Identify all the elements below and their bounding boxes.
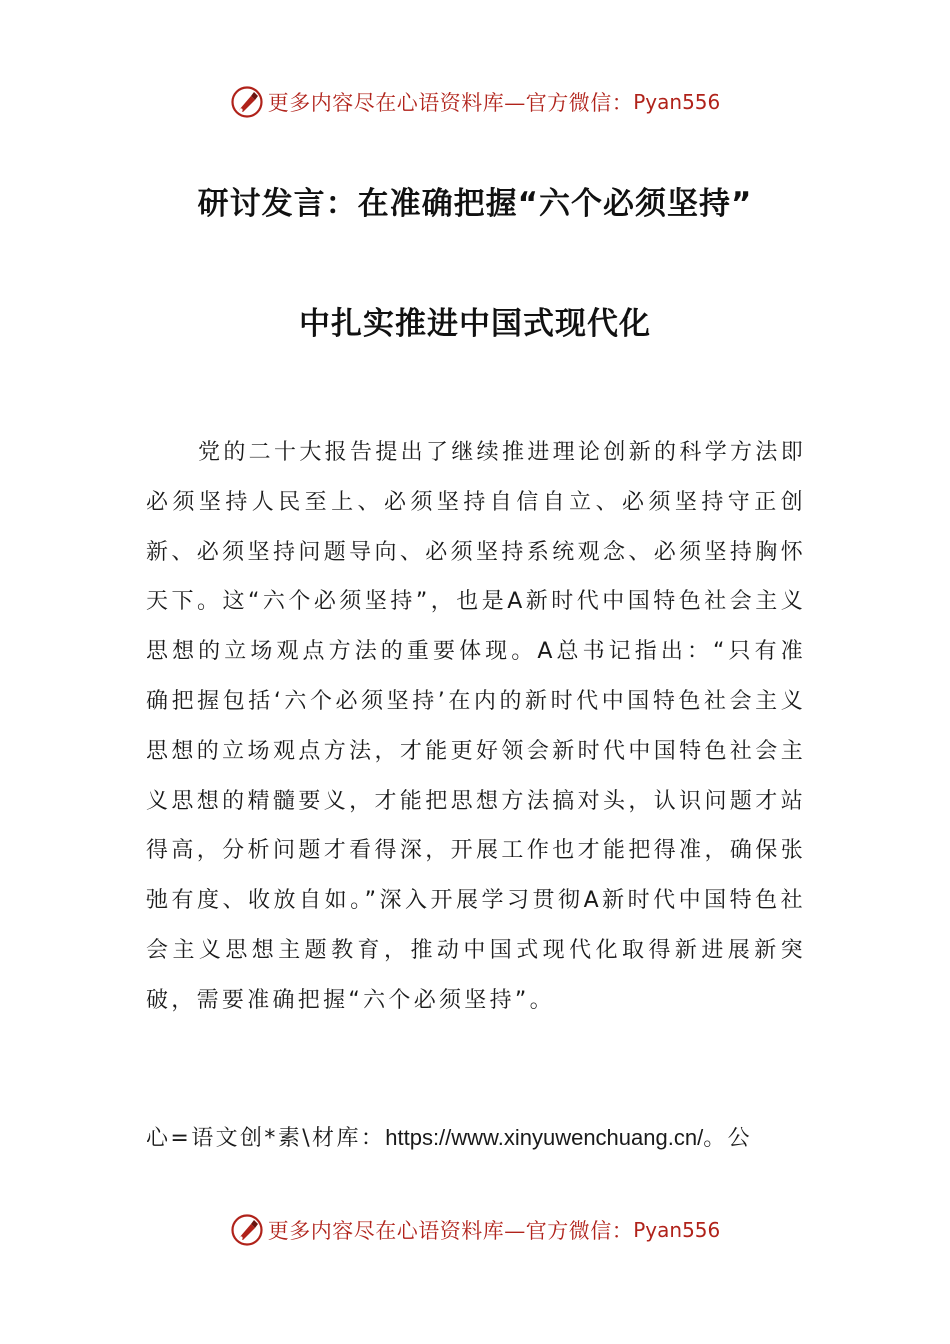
banner-text: 更多内容尽在心语资料库—官方微信： <box>267 91 634 115</box>
banner-wechat-id: Pyan556 <box>633 90 721 114</box>
pen-nib-logo-icon <box>230 1213 264 1247</box>
source-url-link[interactable]: https://www.xinyuwenchuang.cn/ <box>385 1125 704 1150</box>
header-watermark-banner <box>0 80 950 124</box>
source-prefix: 心=语文创*素\材库： <box>146 1126 386 1151</box>
source-suffix: 。公 <box>703 1126 753 1151</box>
body-paragraph: 党的二十大报告提出了继续推进理论创新的科学方法即必须坚持人民至上、必须坚持自信自立、必须坚持守正创新、必须坚持问题导向、必须坚持系统观念、必须坚持胸怀天下。这“六个必须坚持”，也是A新时代中国特色社会主义思想的立场观点方法的重要体现。A总书记指出：“只有准确把握包括‘六个必须坚持’在内的新时代中国特色社会主义思想的立场观点方法，才能更好领会新时代中国特色社会主义思想的精髓要义，才能把思想方法搞对头，认识问题才站得高，分析问题才看得深，开展工作也才能把得准，确保张弛有度、收放自如。”深入开展学习贯彻A新时代中国特色社会主义思想主题教育，推动中国式现代化取得新进展新突破，需要准确把握“六个必须坚持”。 <box>146 440 806 1013</box>
banner-text: 更多内容尽在心语资料库—官方微信： <box>267 1219 634 1243</box>
document-title-line-1: 研讨发言：在准确把握“六个必须坚持” <box>197 186 753 222</box>
source-line <box>146 1121 846 1152</box>
document-title-line-2: 中扎实推进中国式现代化 <box>299 306 651 342</box>
pen-nib-logo-icon <box>230 85 264 119</box>
banner-wechat-id: Pyan556 <box>633 1218 721 1242</box>
footer-watermark-banner <box>0 1208 950 1252</box>
